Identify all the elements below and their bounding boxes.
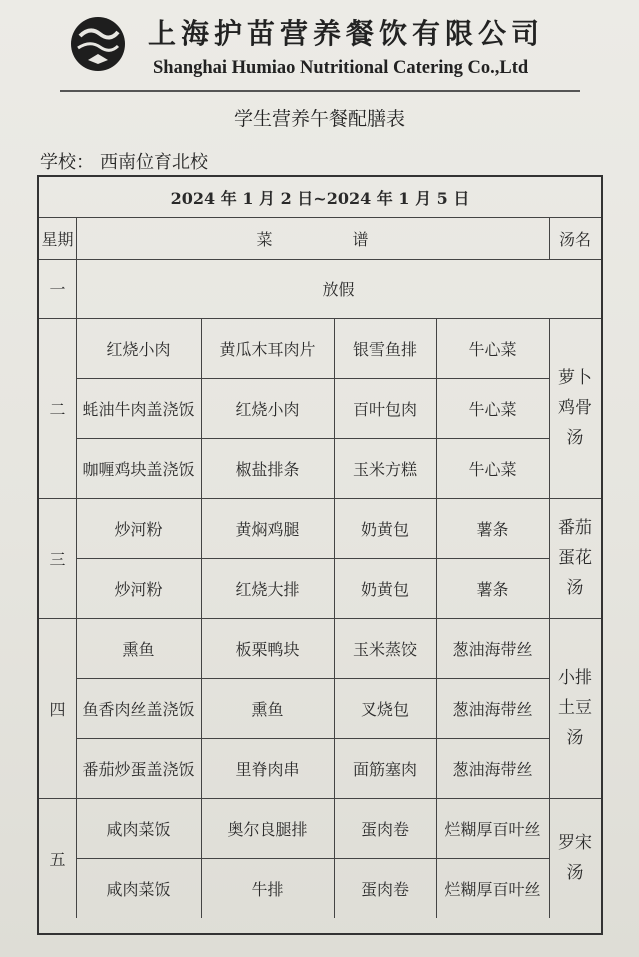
dish-cell: 牛心菜 [468, 459, 517, 479]
table-rule [334, 558, 335, 618]
table-rule [201, 798, 202, 858]
dish-cell: 板栗鸭块 [235, 639, 300, 659]
dish-cell: 烂糊厚百叶丝 [444, 879, 541, 899]
menu-table [37, 175, 603, 935]
dish-cell: 玉米方糕 [352, 459, 417, 479]
table-rule [334, 678, 335, 738]
table-rule [436, 558, 437, 618]
dish-cell: 炒河粉 [114, 579, 163, 599]
date-range: 2024 年 1 月 2 日~2024 年 1 月 5 日 [170, 188, 470, 208]
dish-cell: 咸肉菜饭 [106, 819, 171, 839]
dish-cell: 薯条 [476, 579, 509, 599]
school-line [40, 148, 214, 174]
header [0, 0, 639, 100]
table-rule [76, 678, 549, 679]
soup-name-part: 土豆 [558, 698, 592, 718]
dish-cell: 牛心菜 [468, 339, 517, 359]
dish-cell: 玉米蒸饺 [352, 639, 417, 659]
dish-cell: 银雪鱼排 [352, 339, 417, 359]
table-rule [201, 498, 202, 558]
table-rule [334, 498, 335, 558]
weekday-label: 一 [49, 280, 66, 299]
table-rule [76, 858, 549, 859]
weekday-label: 三 [49, 549, 66, 569]
dish-cell: 葱油海带丝 [452, 759, 533, 779]
table-rule [436, 798, 437, 858]
company-name-cn: 上海护苗营养餐饮有限公司 [148, 17, 545, 50]
dish-cell: 牛心菜 [468, 399, 517, 419]
dish-cell: 红烧小肉 [235, 399, 300, 419]
soup-name-part: 番茄 [558, 518, 592, 538]
holiday-label: 放假 [322, 280, 355, 299]
table-rule [334, 798, 335, 858]
header-weekday: 星期 [41, 229, 74, 249]
soup-name-part: 汤 [566, 428, 584, 448]
header-dishes: 菜 谱 [256, 229, 369, 249]
dish-cell: 咸肉菜饭 [106, 879, 171, 899]
table-rule [76, 378, 549, 379]
table-rule [436, 378, 437, 438]
soup-name [549, 798, 601, 918]
dish-cell: 牛排 [251, 879, 284, 899]
dish-cell: 炒河粉 [114, 519, 163, 539]
table-rule [201, 318, 202, 378]
table-rule [201, 438, 202, 498]
dish-cell: 熏鱼 [122, 639, 155, 659]
table-rule [201, 858, 202, 918]
dish-cell: 烂糊厚百叶丝 [444, 819, 541, 839]
table-rule [334, 438, 335, 498]
company-name-en: Shanghai Humiao Nutritional Catering Co.,Ltd [153, 58, 529, 78]
table-rule [201, 378, 202, 438]
dish-cell: 红烧小肉 [106, 339, 171, 359]
dish-cell: 咖喱鸡块盖浇饭 [82, 459, 195, 479]
table-rule [201, 618, 202, 678]
header-divider [60, 90, 580, 92]
school-name: 西南位育北校 [100, 152, 208, 173]
table-rule [201, 738, 202, 798]
dish-cell: 奶黄包 [360, 579, 409, 599]
table-rule [334, 618, 335, 678]
dish-cell: 面筋塞肉 [352, 759, 417, 779]
dish-cell: 蛋肉卷 [360, 819, 409, 839]
company-logo [70, 14, 126, 76]
soup-name-part: 小排 [558, 668, 592, 688]
soup-name [549, 618, 601, 798]
soup-name-part: 蛋花 [558, 548, 592, 568]
weekday-label: 四 [49, 699, 66, 719]
dish-cell: 叉烧包 [360, 699, 409, 719]
school-label: 学校： [40, 152, 94, 173]
dish-cell: 葱油海带丝 [452, 699, 533, 719]
dish-cell: 番茄炒蛋盖浇饭 [82, 759, 195, 779]
table-rule [436, 678, 437, 738]
table-rule [436, 498, 437, 558]
table-rule [334, 318, 335, 378]
dish-cell: 蚝油牛肉盖浇饭 [82, 399, 195, 419]
table-rule [76, 438, 549, 439]
dish-cell: 熏鱼 [251, 699, 284, 719]
table-rule [549, 217, 550, 259]
table-rule [76, 738, 549, 739]
soup-name-part: 鸡骨 [558, 398, 592, 418]
table-rule [436, 738, 437, 798]
dish-cell: 奥尔良腿排 [227, 819, 308, 839]
dish-cell: 百叶包肉 [352, 399, 417, 419]
dish-cell: 奶黄包 [360, 519, 409, 539]
table-rule [76, 558, 549, 559]
soup-name-part: 汤 [566, 578, 584, 598]
table-rule [436, 618, 437, 678]
table-rule [334, 738, 335, 798]
soup-name [549, 498, 601, 618]
weekday-label: 五 [49, 849, 66, 869]
table-rule [334, 378, 335, 438]
soup-name [549, 318, 601, 498]
soup-name-part: 汤 [566, 728, 584, 748]
table-rule [334, 858, 335, 918]
dish-cell: 葱油海带丝 [452, 639, 533, 659]
table-rule [436, 438, 437, 498]
dish-cell: 黄焖鸡腿 [235, 519, 300, 539]
dish-cell: 鱼香肉丝盖浇饭 [82, 699, 195, 719]
table-rule [201, 678, 202, 738]
dish-cell: 椒盐排条 [235, 459, 300, 479]
weekday-label: 二 [49, 399, 66, 419]
dish-cell: 黄瓜木耳肉片 [219, 339, 316, 359]
dish-cell: 红烧大排 [235, 579, 300, 599]
header-soup: 汤名 [558, 229, 591, 249]
dish-cell: 蛋肉卷 [360, 879, 409, 899]
dish-cell: 薯条 [476, 519, 509, 539]
soup-name-part: 罗宋 [558, 833, 592, 853]
table-rule [436, 318, 437, 378]
document-title: 学生营养午餐配膳表 [233, 108, 405, 130]
table-rule [76, 217, 77, 259]
soup-name-part: 萝卜 [558, 368, 592, 388]
table-rule [76, 259, 77, 318]
soup-name-part: 汤 [566, 863, 584, 883]
table-rule [436, 858, 437, 918]
dish-cell: 里脊肉串 [235, 759, 300, 779]
table-rule [201, 558, 202, 618]
